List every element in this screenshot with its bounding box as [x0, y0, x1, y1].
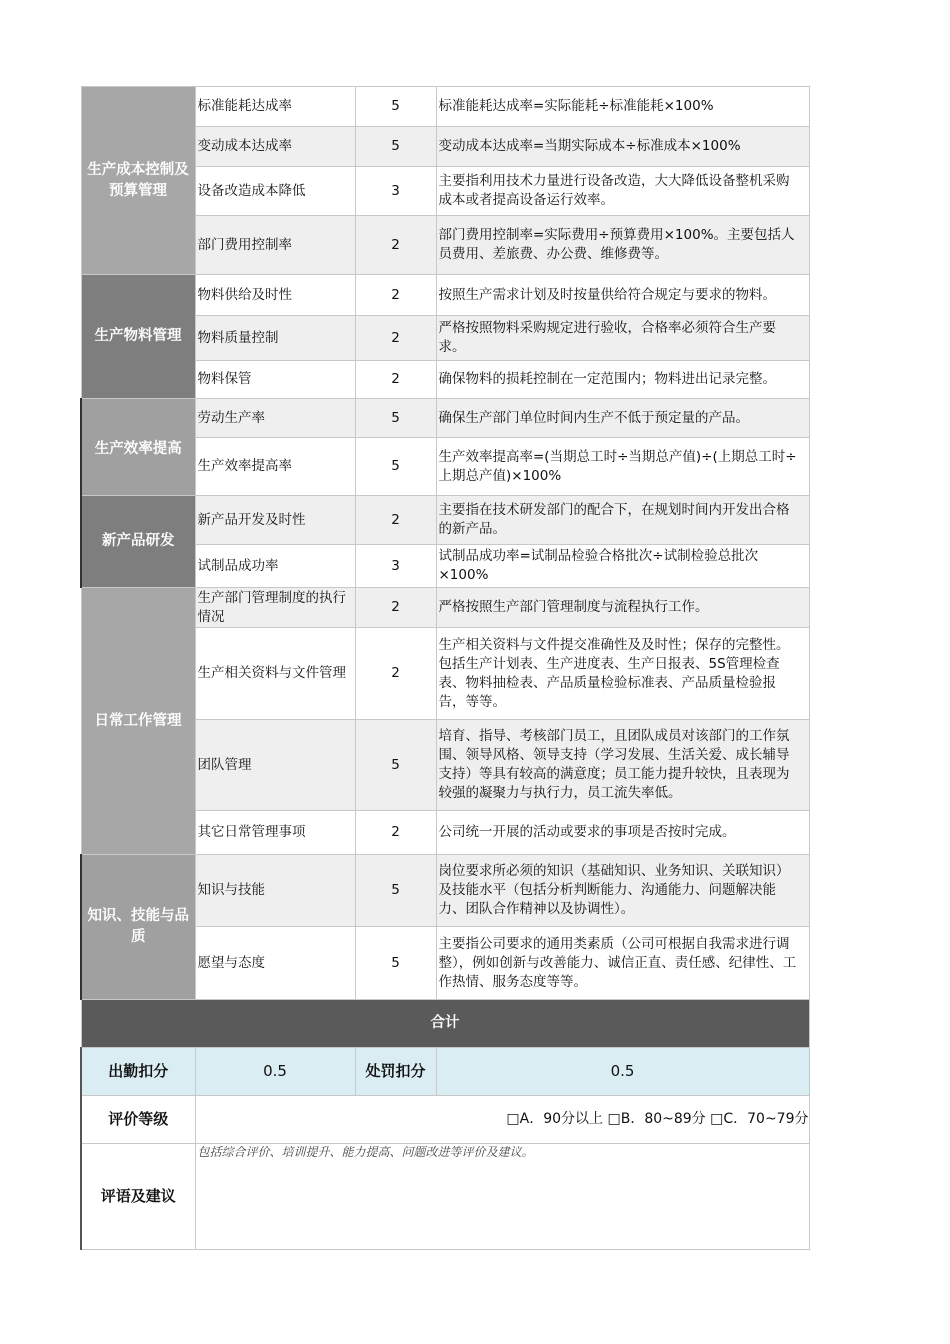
item-score: 2 [355, 361, 436, 399]
item-desc: 标准能耗达成率=实际能耗÷标准能耗×100% [436, 87, 809, 127]
item-score: 5 [355, 87, 436, 127]
item-desc: 岗位要求所必须的知识（基础知识、业务知识、关联知识）及技能水平（包括分析判断能力、沟通能力、问题解决能力、团队合作精神以及协调性）。 [436, 855, 809, 927]
kpi-table [80, 86, 810, 1250]
table-row [81, 399, 809, 438]
item-desc: 主要指公司要求的通用类素质（公司可根据自我需求进行调整），例如创新与改善能力、诚信正直、责任感、纪律性、工作热情、服务态度等等。 [436, 927, 809, 1000]
item-score: 2 [355, 811, 436, 855]
item-desc: 主要指在技术研发部门的配合下，在规划时间内开发出合格的新产品。 [436, 496, 809, 545]
deduction-row [81, 1048, 809, 1096]
item-desc: 确保物料的损耗控制在一定范围内；物料进出记录完整。 [436, 361, 809, 399]
table-row [81, 588, 809, 628]
item-name: 部门费用控制率 [195, 216, 355, 275]
item-score: 5 [355, 927, 436, 1000]
item-name: 标准能耗达成率 [195, 87, 355, 127]
item-desc: 公司统一开展的活动或要求的事项是否按时完成。 [436, 811, 809, 855]
table-row [81, 496, 809, 545]
penalty-value[interactable]: 0.5 [436, 1048, 809, 1096]
item-desc: 生产相关资料与文件提交准确性及及时性；保存的完整性。包括生产计划表、生产进度表、生产日报表、5S管理检查表、物料抽检表、产品质量检验标准表、产品质量检验报告，等等。 [436, 628, 809, 720]
comments-row [81, 1144, 809, 1250]
rating-options[interactable]: □A．90分以上 □B．80~89分 □C．70~79分 [195, 1096, 809, 1144]
item-desc: 主要指利用技术力量进行设备改造，大大降低设备整机采购成本或者提高设备运行效率。 [436, 167, 809, 216]
item-name: 新产品开发及时性 [195, 496, 355, 545]
item-desc: 严格按照生产部门管理制度与流程执行工作。 [436, 588, 809, 628]
item-name: 物料质量控制 [195, 316, 355, 361]
item-desc: 生产效率提高率=(当期总工时÷当期总产值)÷(上期总工时÷上期总产值)×100% [436, 438, 809, 496]
item-name: 物料供给及时性 [195, 275, 355, 316]
item-score: 2 [355, 588, 436, 628]
category-cell: 日常工作管理 [81, 588, 195, 855]
item-name: 变动成本达成率 [195, 127, 355, 167]
category-cell: 生产效率提高 [81, 399, 195, 496]
item-score: 2 [355, 496, 436, 545]
item-desc: 部门费用控制率=实际费用÷预算费用×100%。主要包括人员费用、差旅费、办公费、维修费等。 [436, 216, 809, 275]
item-desc: 严格按照物料采购规定进行验收，合格率必须符合生产要求。 [436, 316, 809, 361]
item-score: 2 [355, 628, 436, 720]
item-name: 知识与技能 [195, 855, 355, 927]
item-desc: 试制品成功率=试制品检验合格批次÷试制检验总批次×100% [436, 545, 809, 588]
item-name: 生产部门管理制度的执行情况 [195, 588, 355, 628]
item-score: 2 [355, 316, 436, 361]
penalty-label: 处罚扣分 [355, 1048, 436, 1096]
attendance-label: 出勤扣分 [81, 1048, 195, 1096]
item-name: 生产效率提高率 [195, 438, 355, 496]
item-name: 团队管理 [195, 720, 355, 811]
item-score: 5 [355, 720, 436, 811]
item-score: 3 [355, 545, 436, 588]
item-score: 5 [355, 127, 436, 167]
item-score: 5 [355, 438, 436, 496]
table-row [81, 87, 809, 127]
item-desc: 确保生产部门单位时间内生产不低于预定量的产品。 [436, 399, 809, 438]
comments-label: 评语及建议 [81, 1144, 195, 1250]
item-score: 2 [355, 275, 436, 316]
total-label: 合计 [81, 1000, 809, 1048]
table-row [81, 275, 809, 316]
attendance-value[interactable]: 0.5 [195, 1048, 355, 1096]
assessment-sheet [80, 86, 808, 1250]
comments-hint[interactable]: 包括综合评价、培训提升、能力提高、问题改进等评价及建议。 [195, 1144, 809, 1250]
item-score: 3 [355, 167, 436, 216]
item-name: 生产相关资料与文件管理 [195, 628, 355, 720]
item-name: 物料保管 [195, 361, 355, 399]
rating-label: 评价等级 [81, 1096, 195, 1144]
item-score: 2 [355, 216, 436, 275]
item-name: 设备改造成本降低 [195, 167, 355, 216]
item-score: 5 [355, 399, 436, 438]
rating-row [81, 1096, 809, 1144]
category-cell: 生产成本控制及预算管理 [81, 87, 195, 275]
item-score: 5 [355, 855, 436, 927]
category-cell: 生产物料管理 [81, 275, 195, 399]
item-name: 愿望与态度 [195, 927, 355, 1000]
item-desc: 按照生产需求计划及时按量供给符合规定与要求的物料。 [436, 275, 809, 316]
table-row [81, 855, 809, 927]
item-name: 试制品成功率 [195, 545, 355, 588]
category-cell: 知识、技能与品质 [81, 855, 195, 1000]
total-row [81, 1000, 809, 1048]
item-desc: 培育、指导、考核部门员工，且团队成员对该部门的工作氛围、领导风格、领导支持（学习发展、生活关爱、成长辅导支持）等具有较高的满意度；员工能力提升较快，且表现为较强的凝聚力与执行力，员工流失率低。 [436, 720, 809, 811]
category-cell: 新产品研发 [81, 496, 195, 588]
item-name: 劳动生产率 [195, 399, 355, 438]
item-name: 其它日常管理事项 [195, 811, 355, 855]
item-desc: 变动成本达成率=当期实际成本÷标准成本×100% [436, 127, 809, 167]
